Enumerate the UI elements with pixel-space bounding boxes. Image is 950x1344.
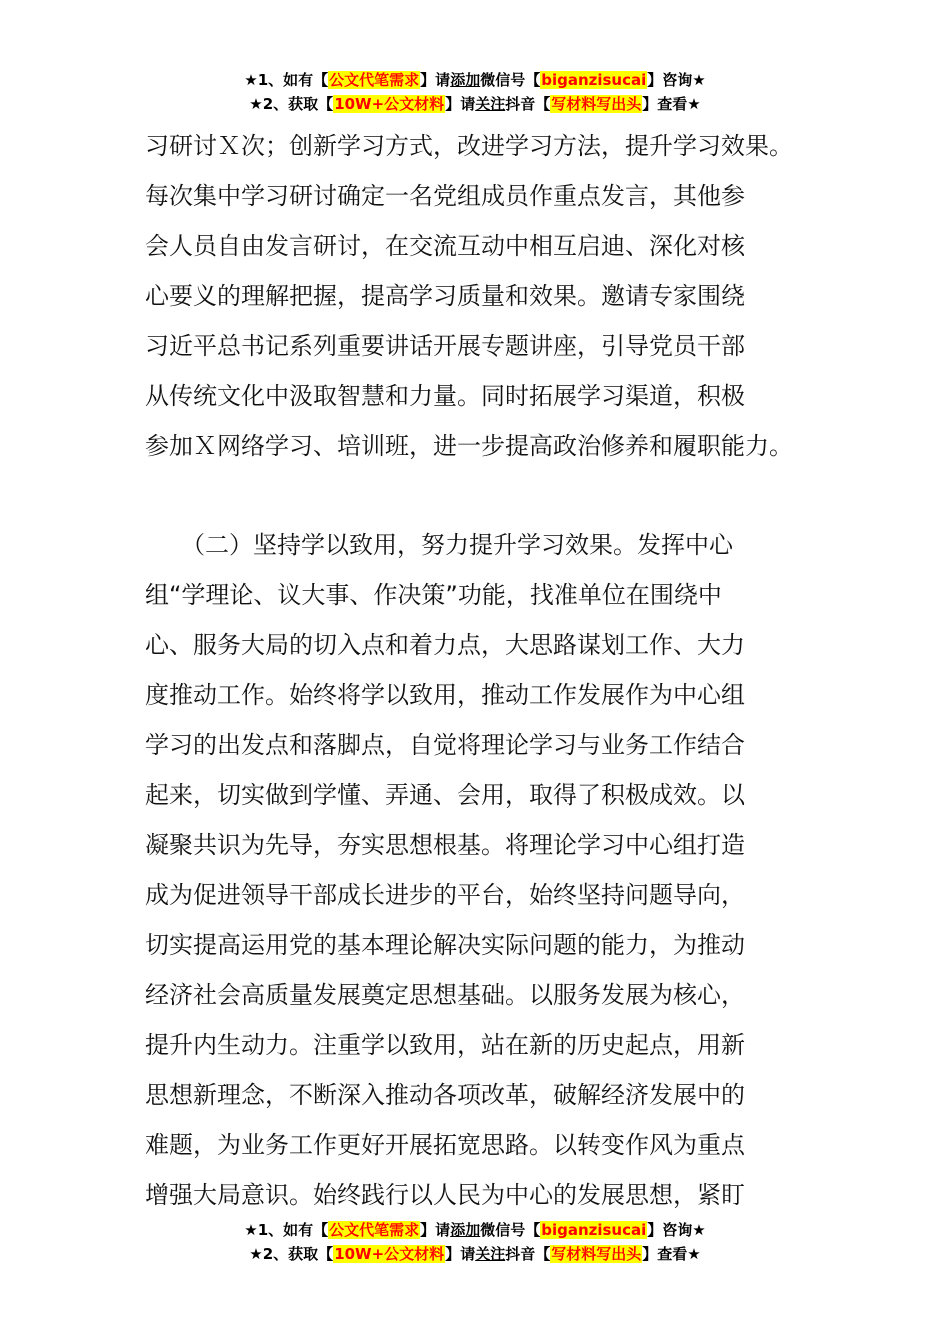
banner-text: ★2、获取【 xyxy=(249,95,334,113)
text-line: 习研讨Ｘ次；创新学习方式，改进学习方法，提升学习效果。 xyxy=(145,132,793,160)
text-line: 提升内生动力。注重学以致用，站在新的历史起点，用新 xyxy=(145,1031,745,1059)
text-line: 度推动工作。始终将学以致用，推动工作发展作为中心组 xyxy=(145,681,745,709)
text-line: （二）坚持学以致用，努力提升学习效果。发挥中心 xyxy=(145,531,733,559)
banner-text: ★2、获取【 xyxy=(249,1245,334,1263)
banner-line-1 xyxy=(0,1218,950,1242)
banner-text: 】查看★ xyxy=(642,95,701,113)
text-line: 每次集中学习研讨确定一名党组成员作重点发言，其他参 xyxy=(145,182,745,210)
banner-text: 微信号【 xyxy=(480,1221,541,1239)
text-line: 心要义的理解把握，提高学习质量和效果。邀请专家围绕 xyxy=(145,282,745,310)
text-line: 难题，为业务工作更好开展拓宽思路。以转变作风为重点 xyxy=(145,1131,745,1159)
highlight-wechat-id: biganzisucai xyxy=(541,1221,647,1239)
text-line: 组“学理论、议大事、作决策”功能，找准单位在围绕中 xyxy=(145,581,722,609)
underlined-text: 添加 xyxy=(450,1221,481,1239)
underlined-text: 关注 xyxy=(475,1245,506,1263)
banner-line-2 xyxy=(0,1242,950,1266)
text-line: 起来，切实做到学懂、弄通、会用，取得了积极成效。以 xyxy=(145,781,745,809)
banner-text: 】咨询★ xyxy=(647,71,706,89)
text-line: 成为促进领导干部成长进步的平台，始终坚持问题导向， xyxy=(145,881,745,909)
banner-text: 】请 xyxy=(420,1221,451,1239)
banner-text: 】请 xyxy=(445,1245,476,1263)
banner-line-1 xyxy=(0,68,950,92)
text-line: 从传统文化中汲取智慧和力量。同时拓展学习渠道，积极 xyxy=(145,382,745,410)
highlight-douyin-account: 写材料写出头 xyxy=(551,95,642,113)
bottom-banner xyxy=(0,1218,950,1266)
underlined-text: 添加 xyxy=(450,71,481,89)
text-line: 思想新理念，不断深入推动各项改革，破解经济发展中的 xyxy=(145,1081,745,1109)
banner-text: ★1、如有【 xyxy=(244,71,329,89)
highlight-writing-service: 公文代笔需求 xyxy=(329,1221,420,1239)
paragraph-1 xyxy=(145,121,825,471)
banner-line-2 xyxy=(0,92,950,116)
top-banner xyxy=(0,68,950,116)
text-line: 切实提高运用党的基本理论解决实际问题的能力，为推动 xyxy=(145,931,745,959)
banner-text: 抖音【 xyxy=(505,1245,551,1263)
banner-text: 】请 xyxy=(420,71,451,89)
text-line: 会人员自由发言研讨，在交流互动中相互启迪、深化对核 xyxy=(145,232,745,260)
banner-text: ★1、如有【 xyxy=(244,1221,329,1239)
banner-text: 】请 xyxy=(445,95,476,113)
highlight-wechat-id: biganzisucai xyxy=(541,71,647,89)
text-line: 心、服务大局的切入点和着力点，大思路谋划工作、大力 xyxy=(145,631,745,659)
banner-text: 抖音【 xyxy=(505,95,551,113)
highlight-materials: 10W+公文材料 xyxy=(334,95,445,113)
banner-text: 】咨询★ xyxy=(647,1221,706,1239)
highlight-douyin-account: 写材料写出头 xyxy=(551,1245,642,1263)
text-line: 学习的出发点和落脚点，自觉将理论学习与业务工作结合 xyxy=(145,731,745,759)
paragraph-2 xyxy=(145,520,825,1220)
text-line: 凝聚共识为先导，夯实思想根基。将理论学习中心组打造 xyxy=(145,831,745,859)
text-line: 增强大局意识。始终践行以人民为中心的发展思想，紧盯 xyxy=(145,1181,745,1209)
banner-text: 微信号【 xyxy=(480,71,541,89)
text-line: 经济社会高质量发展奠定思想基础。以服务发展为核心， xyxy=(145,981,745,1009)
underlined-text: 关注 xyxy=(475,95,506,113)
text-line: 参加Ｘ网络学习、培训班，进一步提高政治修养和履职能力。 xyxy=(145,432,793,460)
text-line: 习近平总书记系列重要讲话开展专题讲座，引导党员干部 xyxy=(145,332,745,360)
highlight-materials: 10W+公文材料 xyxy=(334,1245,445,1263)
banner-text: 】查看★ xyxy=(642,1245,701,1263)
highlight-writing-service: 公文代笔需求 xyxy=(329,71,420,89)
